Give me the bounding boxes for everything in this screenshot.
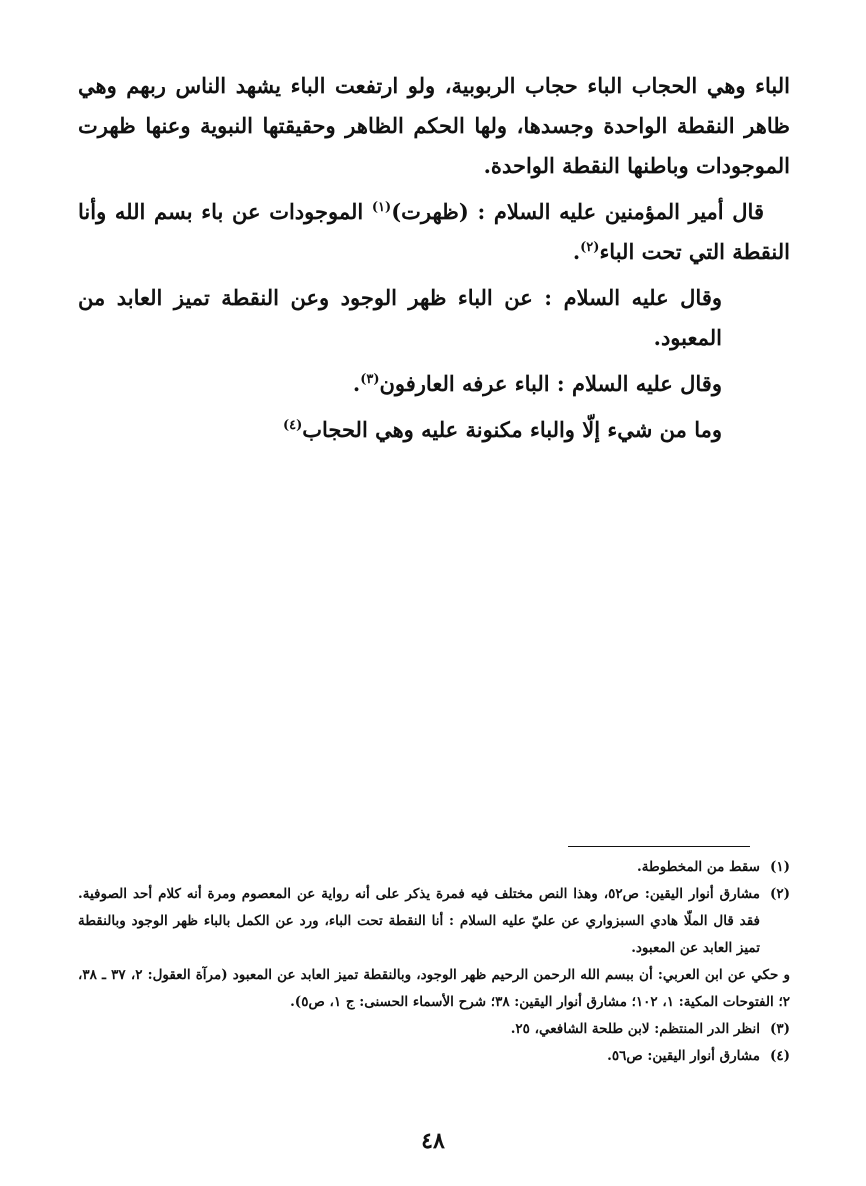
footnote-1-number: (١) xyxy=(769,859,790,875)
footnote-2-continuation-text: و حكي عن ابن العربي: أن ببسم الله الرحمن الرحيم ظهر الوجود، وبالنقطة تميز العابد عن المعبود (مرآة العقول: ٢، ٣٧ ـ ٣٨، ٢؛ الفتوحات المكية: ١، ١٠٢؛ مشارق أنوار اليقين: ٣٨؛ شرح الأسماء الحسنى: ج ١، ص٥). xyxy=(78,967,791,1010)
footnote-1-text: سقط من المخطوطة. xyxy=(637,859,760,875)
paragraph-1 xyxy=(78,66,790,186)
paragraph-3 xyxy=(78,278,790,358)
paragraph-5 xyxy=(78,410,790,450)
footnote-ref-1[interactable]: (١) xyxy=(371,200,392,215)
footnote-4-number: (٤) xyxy=(769,1048,790,1064)
main-text xyxy=(78,66,790,456)
paragraph-2 xyxy=(78,192,790,272)
paragraph-1-text: الباء وهي الحجاب الباء حجاب الربوبية، ولو ارتفعت الباء يشهد الناس ربهم وهي ظاهر النقطة الواحدة وجسدها، ولها الحكم الظاهر وحقيقتها النبوية وعنها ظهرت الموجودات وباطنها النقطة الواحدة. xyxy=(78,73,790,178)
footnote-ref-4[interactable]: (٤) xyxy=(282,418,303,433)
footnote-ref-2[interactable]: (٢) xyxy=(580,240,600,255)
page-number: ٤٨ xyxy=(421,1128,445,1154)
paragraph-4 xyxy=(78,364,790,404)
footnote-3 xyxy=(78,1016,790,1043)
paragraph-5-text: وما من شيء إلّا والباء مكنونة عليه وهي الحجاب xyxy=(302,417,722,442)
footnote-1 xyxy=(78,854,790,881)
footnote-separator xyxy=(568,846,750,847)
footnote-4-text: مشارق أنوار اليقين: ص٥٦. xyxy=(607,1048,760,1064)
footnote-2-continuation xyxy=(78,962,790,1016)
paragraph-2-text-b: الموجودات عن باء بسم الله وأنا النقطة التي تحت الباء xyxy=(78,199,790,264)
footnote-3-text: انظر الدر المنتظم: لابن طلحة الشافعي، ٢٥. xyxy=(510,1021,760,1037)
footnote-4 xyxy=(78,1043,790,1070)
footnote-ref-3[interactable]: (٣) xyxy=(360,372,380,387)
footnote-3-number: (٣) xyxy=(769,1021,790,1037)
footnote-2-number: (٢) xyxy=(769,886,791,902)
paragraph-4-text: وقال عليه السلام : الباء عرفه العارفون xyxy=(379,371,722,396)
footnotes xyxy=(78,854,790,1070)
paragraph-2-text-a: قال أمير المؤمنين عليه السلام : (ظهرت) xyxy=(391,199,764,224)
paragraph-4-end: . xyxy=(352,371,361,396)
footnote-2-text: مشارق أنوار اليقين: ص٥٢، وهذا النص مختلف فيه فمرة يذكر على أنه رواية عن المعصوم ومرة أنه كلام أحد الصوفية. فقد قال الملّا هادي السبزواري عن عليّ عليه السلام : أنا النقطة تحت الباء، ورد عن الكمل بالباء ظهر الوجود وبالنقطة تميز العابد عن المعبود. xyxy=(78,886,761,956)
footnote-2 xyxy=(78,881,790,962)
paragraph-2-end: . xyxy=(572,239,581,264)
paragraph-3-text: وقال عليه السلام : عن الباء ظهر الوجود وعن النقطة تميز العابد من المعبود. xyxy=(78,285,722,350)
